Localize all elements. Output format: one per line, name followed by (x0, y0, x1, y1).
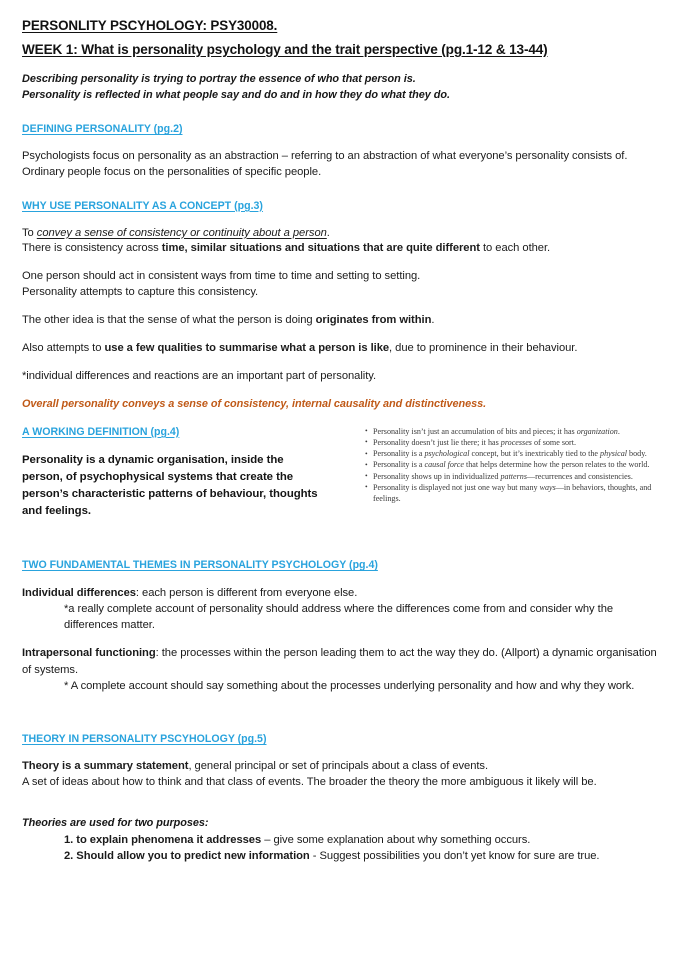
theories-purposes-heading: Theories are used for two purposes: (22, 816, 209, 829)
bullet-post-text-2: body. (627, 449, 647, 459)
bullet-post-text: of some sort. (531, 437, 576, 447)
spacer (22, 573, 658, 585)
page-subtitle: WEEK 1: What is personality psychology and the trait perspective (pg.1-12 & 13-44) (22, 41, 548, 57)
spacer (22, 413, 658, 425)
theory-purpose-1-rest: – give some explanation about why something occurs. (261, 833, 531, 846)
intrapersonal-functioning-text: : the processes within the person leading them to act the way they do. (Allport) a dynamic organisation of systems. (22, 647, 657, 676)
individual-differences-text: : each person is different from everyone else. (135, 586, 358, 599)
theory-definition-rest: , general principal or set of principals about a class of events. (188, 760, 489, 772)
other-idea-line (22, 313, 658, 329)
spacer (22, 357, 658, 369)
bullet-post-text: —recurrences and consistencies. (527, 471, 633, 481)
individual-differences-definition (22, 585, 658, 601)
heading-why-use-personality: WHY USE PERSONALITY AS A CONCEPT (pg.3) (22, 199, 263, 212)
bullet-emphasis: psychological (424, 449, 470, 459)
to-prefix: To (22, 226, 37, 239)
consistency-prefix: There is consistency across (22, 242, 162, 255)
intro-line-1: Describing personality is trying to portray the essence of who that person is. (22, 73, 416, 86)
list-item (365, 438, 658, 449)
theory-purpose-2-rest: - Suggest possibilities you don’t yet know for sure are true. (309, 849, 600, 862)
theory-purpose-1 (22, 832, 658, 848)
theory-definition-line (22, 759, 658, 775)
overall-summary-line: Overall personality conveys a sense of consistency, internal causality and distinctiveness. (22, 397, 487, 410)
also-prefix: Also attempts to (22, 342, 105, 355)
heading-working-definition: A WORKING DEFINITION (pg.4) (22, 425, 180, 438)
bullet-pre-text: Personality is a (373, 460, 425, 470)
list-item (365, 449, 658, 460)
spacer (22, 385, 658, 397)
spacer (22, 137, 658, 149)
working-definition-text: Personality is a dynamic organisation, inside the person, of psychophysical systems that create the person’s characteristic patterns of behaviour, thoughts and feelings. (22, 453, 318, 517)
page-title: PERSONLITY PSCYHOLOGY: PSY30008. (22, 18, 278, 33)
consistent-ways-line: One person should act in consistent ways from time to time and setting to setting. (22, 270, 421, 283)
capture-consistency-line: Personality attempts to capture this consistency. (22, 286, 259, 299)
bullet-emphasis-2: physical (600, 449, 628, 459)
why-use-to-line (22, 226, 658, 242)
theory-purpose-2-bold: 2. Should allow you to predict new information (64, 849, 310, 862)
other-idea-prefix: The other idea is that the sense of what the person is doing (22, 314, 316, 327)
individual-differences-note-line: *individual differences and reactions are an important part of personality. (22, 369, 377, 382)
bullet-post-text: concept, but it’s inextricably tied to the (469, 449, 601, 459)
also-attempts-line (22, 341, 658, 357)
theory-purpose-1-bold: 1. to explain phenomena it addresses (64, 833, 262, 846)
bullet-pre-text: Personality is a (373, 449, 425, 459)
spacer (22, 720, 658, 732)
spacer (22, 301, 658, 313)
individual-differences-sub-note: *a really complete account of personality should address where the differences come from and consider why the differences matter. (64, 603, 614, 632)
theory-purpose-2 (22, 848, 658, 864)
defining-personality-line-1: Psychologists focus on personality as an abstraction – referring to an abstraction of what everyone’s personality consists of. (22, 149, 628, 162)
bullet-pre-text: Personality is displayed not just one way but many (373, 482, 540, 492)
list-item (365, 460, 658, 471)
bullet-emphasis: causal force (424, 460, 464, 470)
heading-theory-in-personality-psychology: THEORY IN PERSONALITY PSCYHOLOGY (pg.5) (22, 733, 267, 746)
individual-differences-term: Individual differences (22, 586, 136, 599)
book-excerpt-bullet-list (365, 427, 658, 505)
bullet-post-text: that helps determine how the person relates to the world. (463, 460, 650, 470)
book-excerpt-image (362, 425, 658, 505)
spacer (22, 633, 658, 645)
also-suffix: , due to prominence in their behaviour. (389, 342, 578, 355)
list-item (365, 427, 658, 438)
spacer (22, 181, 658, 199)
why-use-consistency-line (22, 241, 658, 257)
working-definition-row (22, 425, 658, 520)
bullet-post-text: —in behaviors, thoughts, and feelings. (373, 482, 652, 503)
intrapersonal-functioning-definition (22, 645, 658, 677)
working-definition-column (22, 425, 362, 520)
spacer (22, 747, 658, 759)
also-bold: use a few qualities to summarise what a person is like (104, 342, 390, 355)
intrapersonal-functioning-term: Intrapersonal functioning (22, 647, 156, 660)
bullet-pre-text: Personality shows up in individualized (373, 471, 501, 481)
spacer (22, 809, 658, 816)
to-suffix: . (326, 226, 330, 239)
spacer (22, 546, 658, 558)
bullet-pre-text: Personality isn’t just an accumulation of bits and pieces; it has (373, 426, 577, 436)
list-item (365, 483, 658, 505)
heading-defining-personality: DEFINING PERSONALITY (pg.2) (22, 123, 183, 136)
bullet-emphasis: organization (576, 426, 618, 436)
to-emphasis: convey a sense of consistency or continuity about a person (36, 226, 327, 239)
spacer (22, 329, 658, 341)
bullet-emphasis: patterns (500, 471, 527, 481)
bullet-post-text: . (617, 426, 620, 436)
spacer (22, 214, 658, 226)
other-idea-bold: originates from within (315, 314, 432, 327)
spacer (22, 791, 658, 809)
spacer (22, 694, 658, 720)
theory-definition-bold: Theory is a summary statement (22, 760, 189, 772)
heading-two-fundamental-themes: TWO FUNDAMENTAL THEMES IN PERSONALITY PSYCHOLOGY (pg.4) (22, 558, 378, 571)
bullet-emphasis: processes (500, 437, 532, 447)
spacer (22, 104, 658, 122)
intro-line-2: Personality is reflected in what people say and do and in how they do what they do. (22, 89, 450, 102)
spacer (22, 520, 658, 546)
bullet-emphasis: ways (539, 482, 556, 492)
consistency-suffix: to each other. (479, 242, 551, 255)
other-idea-suffix: . (431, 314, 435, 327)
spacer (22, 257, 658, 269)
bullet-pre-text: Personality doesn’t just lie there; it has (373, 437, 501, 447)
defining-personality-line-2: Ordinary people focus on the personalities of specific people. (22, 165, 322, 178)
theory-ideas-line: A set of ideas about how to think and that class of events. The broader the theory the more ambiguous it likely will be. (22, 775, 597, 788)
spacer (22, 440, 362, 452)
list-item (365, 472, 658, 483)
intrapersonal-sub-note: * A complete account should say something about the processes underlying personality and how and why they work. (64, 679, 635, 692)
consistency-bold: time, similar situations and situations that are quite different (161, 242, 480, 255)
